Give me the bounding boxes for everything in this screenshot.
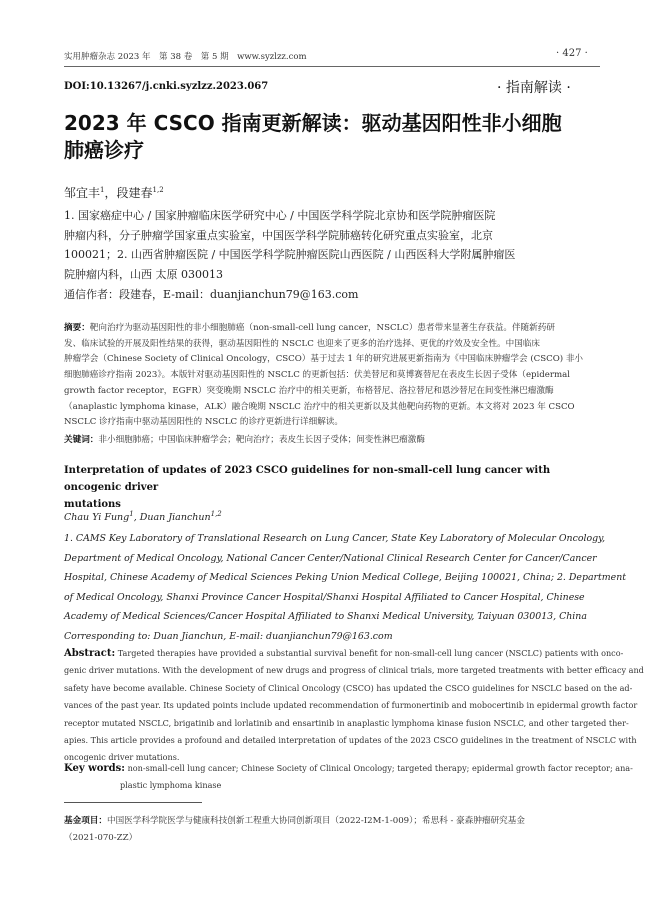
affiliation-line: 肿瘤内科，分子肿瘤学国家重点实验室，中国医学科学院肺癌转化研究重点实验室，北京 xyxy=(64,228,493,242)
keywords-cn xyxy=(64,433,425,445)
english-affiliations xyxy=(64,529,627,647)
funding-line: （2021-070-ZZ） xyxy=(64,833,138,843)
abstract-line: 发、临床试验的开展及阳性结果的获得，驱动基因阳性的 NSCLC 也迎来了更多的治疗选择、更优的疗效及安全性。中国临床 xyxy=(64,338,541,349)
english-affiliation-line: Academy of Medical Sciences/Cancer Hospital Affiliated to Shanxi Medical University, Taiyuan 030013, China xyxy=(64,611,587,623)
english-keywords-line: plastic lymphoma kinase xyxy=(120,780,222,790)
english-abstract-line: Targeted therapies have provided a substantial survival benefit for non-small-cell lung cancer (NSCLC) patients with onco- xyxy=(117,648,624,658)
affiliation-line: 100021；2. 山西省肿瘤医院 / 中国医学科学院肿瘤医院山西医院 / 山西医科大学附属肿瘤医 xyxy=(64,248,516,262)
english-title-line: mutations xyxy=(64,499,121,510)
author-name: Duan Jianchun xyxy=(139,512,211,524)
english-authors xyxy=(64,510,222,523)
english-abstract xyxy=(64,645,644,767)
keywords-label: 关键词： xyxy=(64,435,99,445)
authors-cn xyxy=(64,184,164,201)
affiliation-sup: 1,2 xyxy=(210,510,222,518)
english-abstract-line: vances of the past year. Its updated points include updated recommendation of furmonertinib and mobocertinib in epidermal growth factor xyxy=(64,700,638,711)
corresponding-author: 通信作者：段建春，E-mail：duanjianchun79@163.com xyxy=(64,287,359,301)
abstract-line: 肿瘤学会（Chinese Society of Clinical Oncology，CSCO）基于过去 1 年的研究进展更新指南为《中国临床肿瘤学会 (CSCO) 非小 xyxy=(64,354,584,365)
funding-note xyxy=(64,813,600,847)
affiliations-cn xyxy=(64,206,600,305)
abstract-line: growth factor receptor，EGFR）突变晚期 NSCLC 治疗中的相关更新，布格替尼、洛拉替尼和恩沙替尼在间变性淋巴瘤激酶 xyxy=(64,385,554,396)
english-affiliation-line: 1. CAMS Key Laboratory of Translational Research on Lung Cancer, State Key Laboratory of Molecular Oncology, xyxy=(64,533,606,544)
english-abstract-label: Abstract: xyxy=(64,648,116,659)
english-abstract-line: receptor mutated NSCLC, brigatinib and lorlatinib and ensartinib in anaplastic lymphoma kinase fusion NSCLC, and other targeted ther- xyxy=(64,717,629,728)
funding-line: 中国医学科学院医学与健康科技创新工程重大协同创新项目（2022-I2M-1-009）；希思科 - 豪森肿瘤研究基金 xyxy=(106,816,525,826)
author-name: 邹宜丰 xyxy=(64,186,101,200)
abstract-cn xyxy=(64,321,600,431)
abstract-line: 细胞肺癌诊疗指南 2023》。本版针对驱动基因阳性的 NSCLC 的更新包括：伏美替尼和莫博赛替尼在表皮生长因子受体（epidermal xyxy=(64,370,570,381)
title-line: 2023 年 CSCO 指南更新解读：驱动基因阳性非小细胞 xyxy=(64,111,562,135)
english-abstract-line: safety have become available. Chinese Society of Clinical Oncology (CSCO) has updated the CSCO guidelines for NSCLC based on the ad- xyxy=(64,682,633,693)
abstract-line: （anaplastic lymphoma kinase，ALK）融合晚期 NSCLC 治疗中的相关更新以及其他靶向药物的更新。本文将对 2023 年 CSCO xyxy=(64,401,575,412)
page-number: · 427 · xyxy=(556,48,588,59)
english-keywords xyxy=(64,760,633,794)
article-title xyxy=(64,110,604,164)
header-divider xyxy=(64,66,600,67)
affiliation-line: 院肿瘤内科，山西 太原 030013 xyxy=(64,268,223,282)
affiliation-line: 1. 国家癌症中心 / 国家肿瘤临床医学研究中心 / 中国医学科学院北京协和医学院肿瘤医院 xyxy=(64,209,496,222)
journal-header: 实用肿瘤杂志 2023 年 第 38 卷 第 5 期 www.syzlzz.com xyxy=(64,52,307,62)
abstract-line: NSCLC 诊疗指南中驱动基因阳性的 NSCLC 的诊疗更新进行详细解读。 xyxy=(64,417,343,428)
affiliation-sup: 1 xyxy=(129,510,134,518)
english-affiliation-line: Hospital, Chinese Academy of Medical Sciences Peking Union Medical College, Beijing 100021, China; 2. Department xyxy=(64,572,627,584)
english-abstract-line: apies. This article provides a profound and detailed interpretation of updates of the 2023 CSCO guidelines in the treatment of NSCLC with xyxy=(64,735,637,746)
funding-label: 基金项目： xyxy=(64,816,107,826)
footnote-divider xyxy=(64,802,202,803)
english-affiliation-line: of Medical Oncology, Shanxi Province Cancer Hospital/Shanxi Hospital Affiliated to Cancer Hospital, Chinese xyxy=(64,591,585,603)
abstract-label: 摘要： xyxy=(64,323,90,333)
english-abstract-line: oncogenic driver mutations. xyxy=(64,752,180,763)
title-line: 肺癌诊疗 xyxy=(64,138,144,162)
english-keywords-label: Key words: xyxy=(64,763,125,774)
author-name: Chau Yi Fung xyxy=(64,512,130,524)
affiliation-sup: 1,2 xyxy=(152,186,164,194)
author-separator: ， xyxy=(104,186,117,200)
english-title xyxy=(64,462,600,513)
english-keywords-line: non-small-cell lung cancer; Chinese Society of Clinical Oncology; targeted therapy; epidermal growth factor receptor; ana- xyxy=(127,763,633,773)
author-separator: , xyxy=(133,512,140,524)
english-abstract-line: genic driver mutations. With the development of new drugs and progress of clinical trials, more targeted treatments with better efficacy and xyxy=(64,665,644,676)
author-name: 段建春 xyxy=(116,186,153,200)
doi: DOI:10.13267/j.cnki.syzlzz.2023.067 xyxy=(64,81,269,92)
keywords-text: 非小细胞肺癌；中国临床肿瘤学会；靶向治疗；表皮生长因子受体；间变性淋巴瘤激酶 xyxy=(98,435,425,445)
english-title-line: Interpretation of updates of 2023 CSCO guidelines for non-small-cell lung cancer with oncogenic driver xyxy=(64,465,551,493)
abstract-line: 靶向治疗为驱动基因阳性的非小细胞肺癌（non-small-cell lung cancer，NSCLC）患者带来显著生存获益。伴随新药研 xyxy=(89,323,555,333)
section-tag: · 指南解读 · xyxy=(497,80,571,96)
english-affiliation-line: Department of Medical Oncology, National Cancer Center/National Clinical Research Center for Cancer/Cancer xyxy=(64,552,597,564)
english-corresponding: Corresponding to: Duan Jianchun, E-mail: duanjianchun79@163.com xyxy=(64,630,393,642)
affiliation-sup: 1 xyxy=(100,186,105,194)
